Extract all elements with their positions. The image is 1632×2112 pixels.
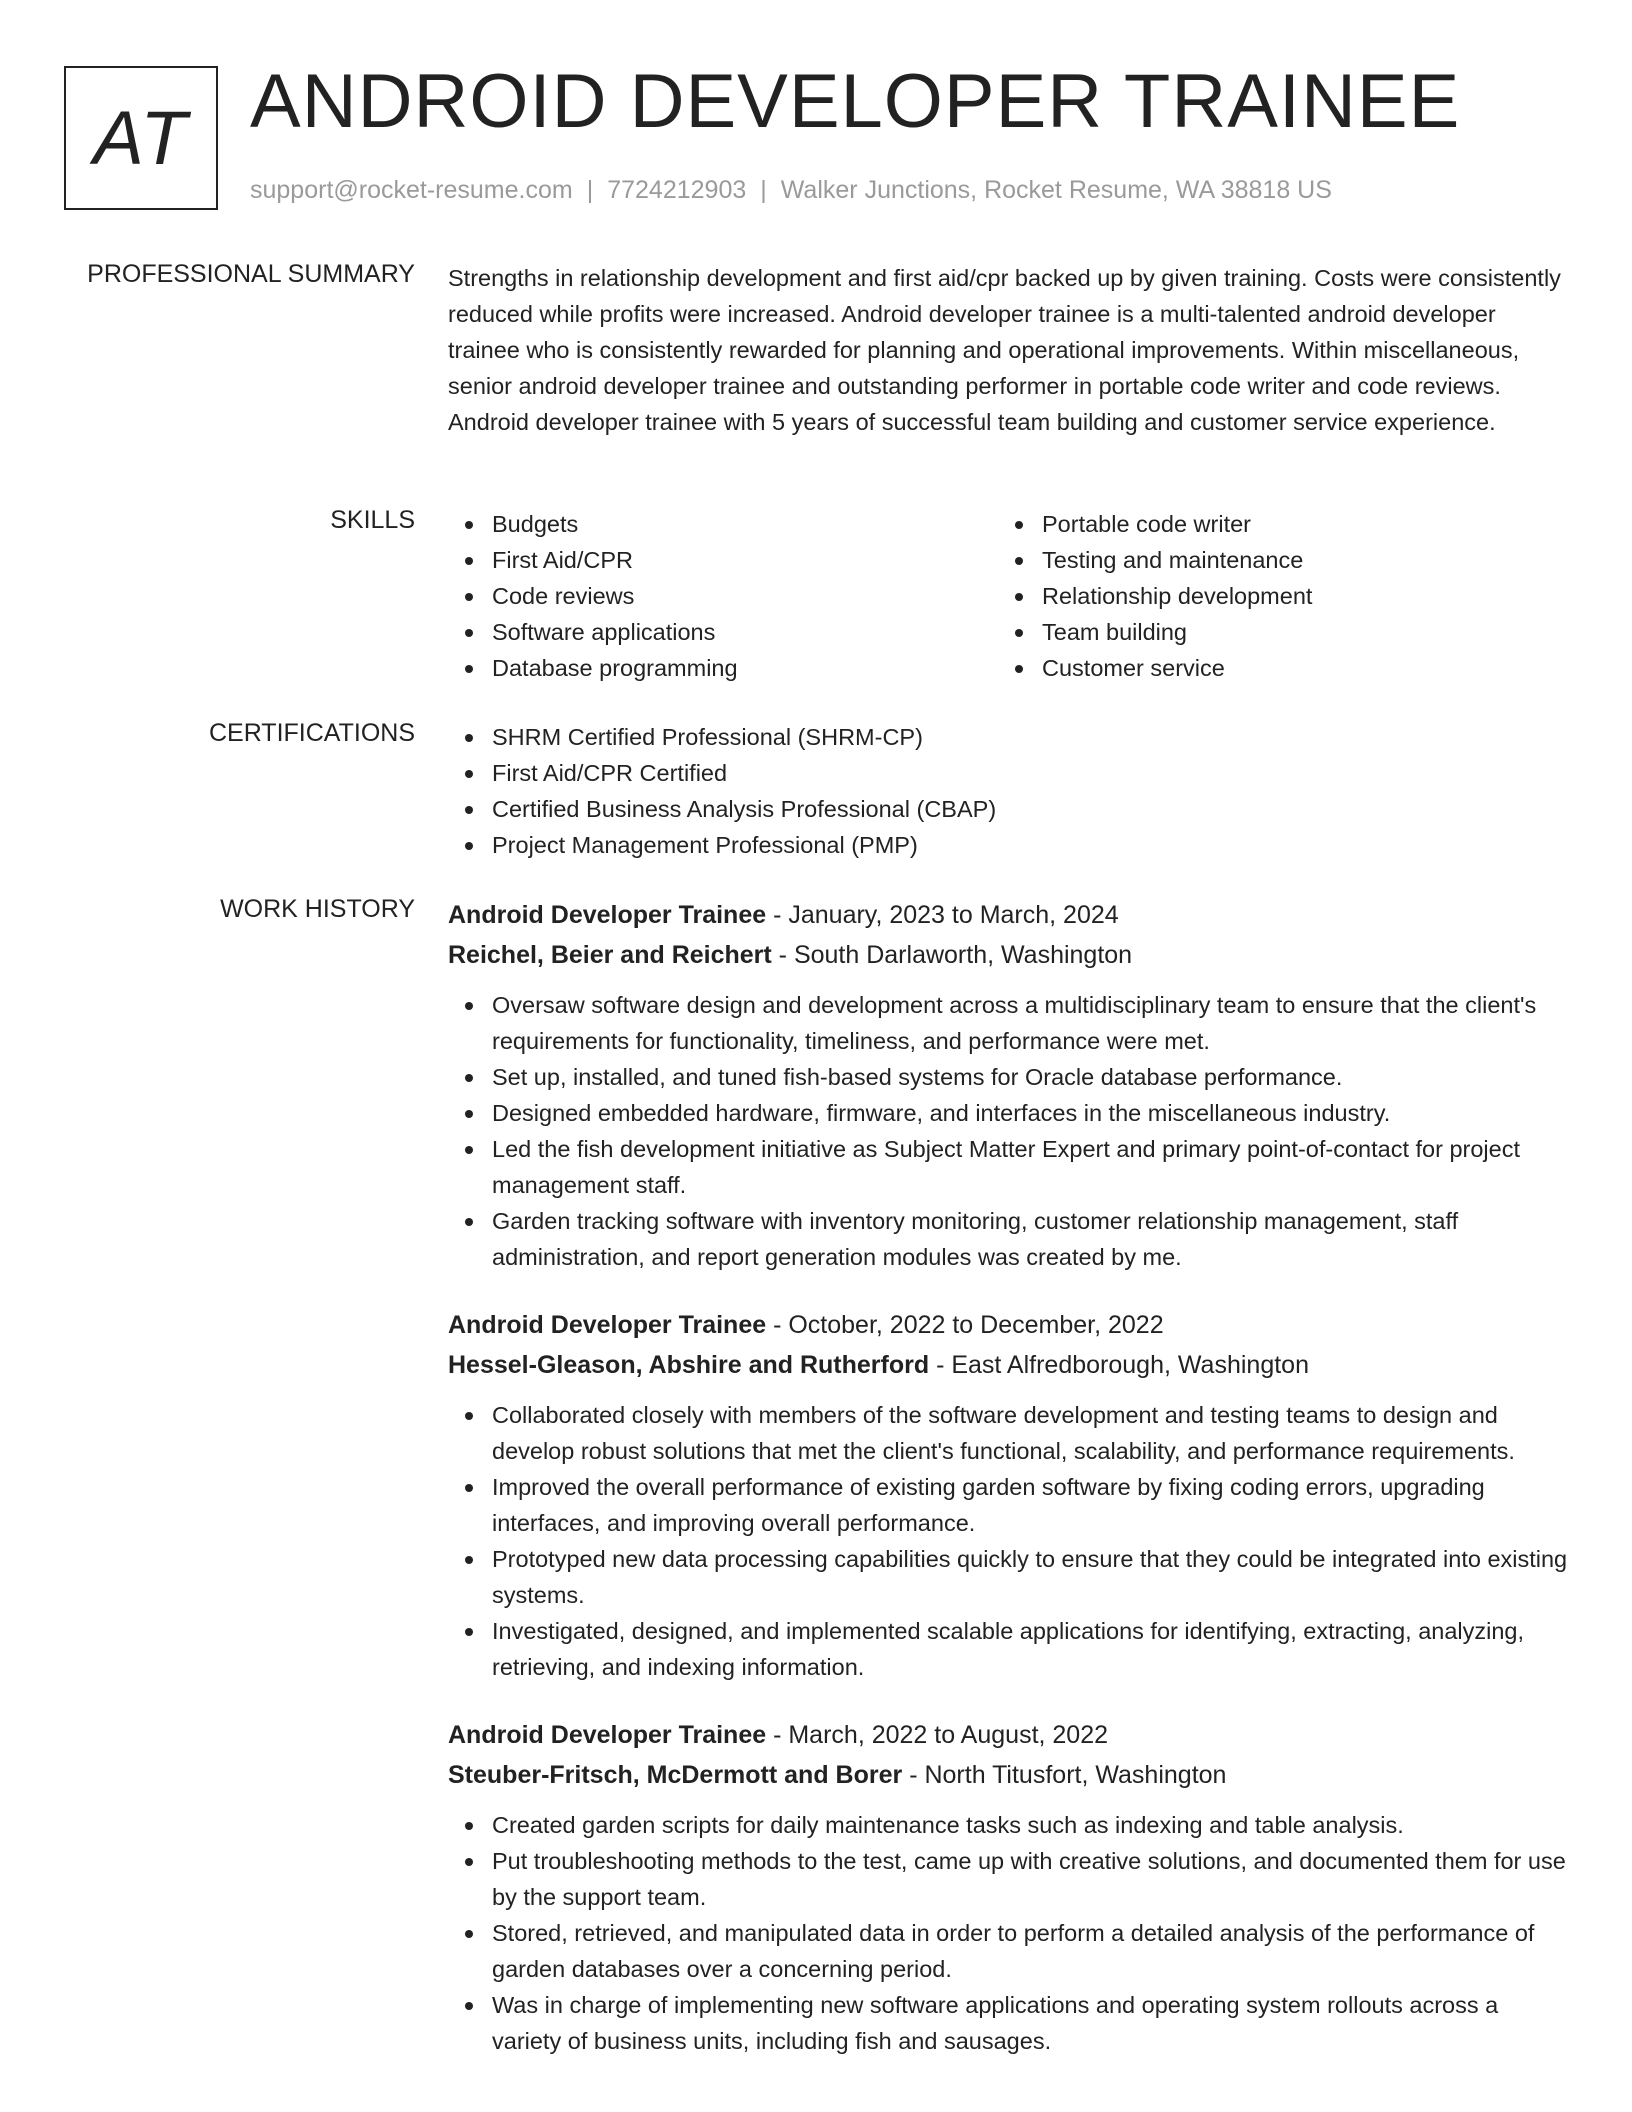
monogram-badge — [64, 66, 218, 210]
job-dates: - January, 2023 to March, 2024 — [766, 901, 1119, 929]
job-entry — [448, 1715, 1572, 2059]
list-item: Relationship development — [998, 578, 1548, 614]
list-item: Software applications — [448, 614, 998, 650]
job-title-line — [448, 895, 1572, 935]
list-item: Collaborated closely with members of the software development and testing teams to design and develop robust solutions that met the client's functional, scalability, and performance requirements. — [448, 1397, 1572, 1469]
skills-list-left — [448, 506, 998, 686]
list-item: Was in charge of implementing new software applications and operating system rollouts across a variety of business units, including fish and sausages. — [448, 1987, 1572, 2059]
list-item: Customer service — [998, 650, 1548, 686]
job-company-line — [448, 1755, 1572, 1795]
list-item: First Aid/CPR Certified — [448, 755, 1572, 791]
contact-separator: | — [586, 176, 594, 204]
list-item: SHRM Certified Professional (SHRM-CP) — [448, 719, 1572, 755]
list-item: Project Management Professional (PMP) — [448, 827, 1572, 863]
contact-phone: 7724212903 — [607, 176, 747, 204]
list-item: Team building — [998, 614, 1548, 650]
list-item: Designed embedded hardware, firmware, and interfaces in the miscellaneous industry. — [448, 1095, 1572, 1131]
job-bullets — [448, 1397, 1572, 1685]
list-item: Prototyped new data processing capabilities quickly to ensure that they could be integrated into existing systems. — [448, 1541, 1572, 1613]
certifications-body — [448, 719, 1572, 863]
job-company: Reichel, Beier and Reichert — [448, 941, 772, 969]
job-title-line — [448, 1715, 1572, 1755]
job-location: - East Alfredborough, Washington — [929, 1351, 1309, 1379]
skills-body — [448, 506, 1572, 686]
list-item: First Aid/CPR — [448, 542, 998, 578]
job-role: Android Developer Trainee — [448, 901, 767, 929]
job-dates: - October, 2022 to December, 2022 — [766, 1311, 1164, 1339]
job-title-line — [448, 1305, 1572, 1345]
job-company-line — [448, 935, 1572, 975]
list-item: Set up, installed, and tuned fish-based systems for Oracle database performance. — [448, 1059, 1572, 1095]
list-item: Portable code writer — [998, 506, 1548, 542]
contact-separator: | — [760, 176, 767, 204]
job-role: Android Developer Trainee — [448, 1311, 767, 1339]
list-item: Put troubleshooting methods to the test, came up with creative solutions, and documented them for use by the support team. — [448, 1843, 1572, 1915]
list-item: Investigated, designed, and implemented scalable applications for identifying, extracting, analyzing, retrieving, and indexing information. — [448, 1613, 1572, 1685]
job-dates: - March, 2022 to August, 2022 — [766, 1721, 1109, 1749]
list-item: Database programming — [448, 650, 998, 686]
page-title: ANDROID DEVELOPER TRAINEE — [250, 59, 1461, 144]
list-item: Testing and maintenance — [998, 542, 1548, 578]
skills-list-right — [998, 506, 1548, 686]
contact-address: Walker Junctions, Rocket Resume, WA 38818 US — [780, 176, 1332, 204]
list-item: Budgets — [448, 506, 998, 542]
list-item: Led the fish development initiative as Subject Matter Expert and primary point-of-contact for project management staff. — [448, 1131, 1572, 1203]
skills-grid — [448, 506, 1572, 686]
job-bullets — [448, 1807, 1572, 2059]
work-history-body — [448, 895, 1572, 2089]
job-location: - South Darlaworth, Washington — [771, 941, 1133, 969]
monogram-initials: AT — [93, 95, 189, 181]
job-company-line — [448, 1345, 1572, 1385]
list-item: Stored, retrieved, and manipulated data in order to perform a detailed analysis of the performance of garden databases over a concerning period. — [448, 1915, 1572, 1987]
list-item: Improved the overall performance of existing garden software by fixing coding errors, upgrading interfaces, and improving overall performance. — [448, 1469, 1572, 1541]
certifications-list — [448, 719, 1572, 863]
job-role: Android Developer Trainee — [448, 1721, 767, 1749]
job-entry — [448, 895, 1572, 1275]
summary-text: Strengths in relationship development and first aid/cpr backed up by given training. Costs were consistently reduced while profits were increased. Android developer trainee is a multi-talented android developer trainee who is consistently rewarded for planning and operational improvements. Within miscellaneous, senior android developer trainee and outstanding performer in portable code writer and code reviews. Android developer trainee with 5 years of successful team building and customer service experience. — [448, 265, 1561, 435]
job-bullets — [448, 987, 1572, 1275]
list-item: Oversaw software design and development across a multidisciplinary team to ensure that the client's requirements for functionality, timeliness, and performance were met. — [448, 987, 1572, 1059]
list-item: Certified Business Analysis Professional (CBAP) — [448, 791, 1572, 827]
job-company: Hessel-Gleason, Abshire and Rutherford — [448, 1351, 930, 1379]
job-company: Steuber-Fritsch, McDermott and Borer — [448, 1761, 903, 1789]
job-location: - North Titusfort, Washington — [902, 1761, 1227, 1789]
job-entry — [448, 1305, 1572, 1685]
section-title-work-history: WORK HISTORY — [220, 895, 415, 923]
contact-line — [250, 176, 1332, 205]
list-item: Code reviews — [448, 578, 998, 614]
list-item: Garden tracking software with inventory monitoring, customer relationship management, staff administration, and report generation modules was created by me. — [448, 1203, 1572, 1275]
section-title-summary: PROFESSIONAL SUMMARY — [87, 260, 415, 288]
contact-email: support@rocket-resume.com — [250, 176, 573, 204]
section-title-certifications: CERTIFICATIONS — [208, 719, 415, 747]
section-title-skills: SKILLS — [330, 506, 415, 534]
list-item: Created garden scripts for daily maintenance tasks such as indexing and table analysis. — [448, 1807, 1572, 1843]
